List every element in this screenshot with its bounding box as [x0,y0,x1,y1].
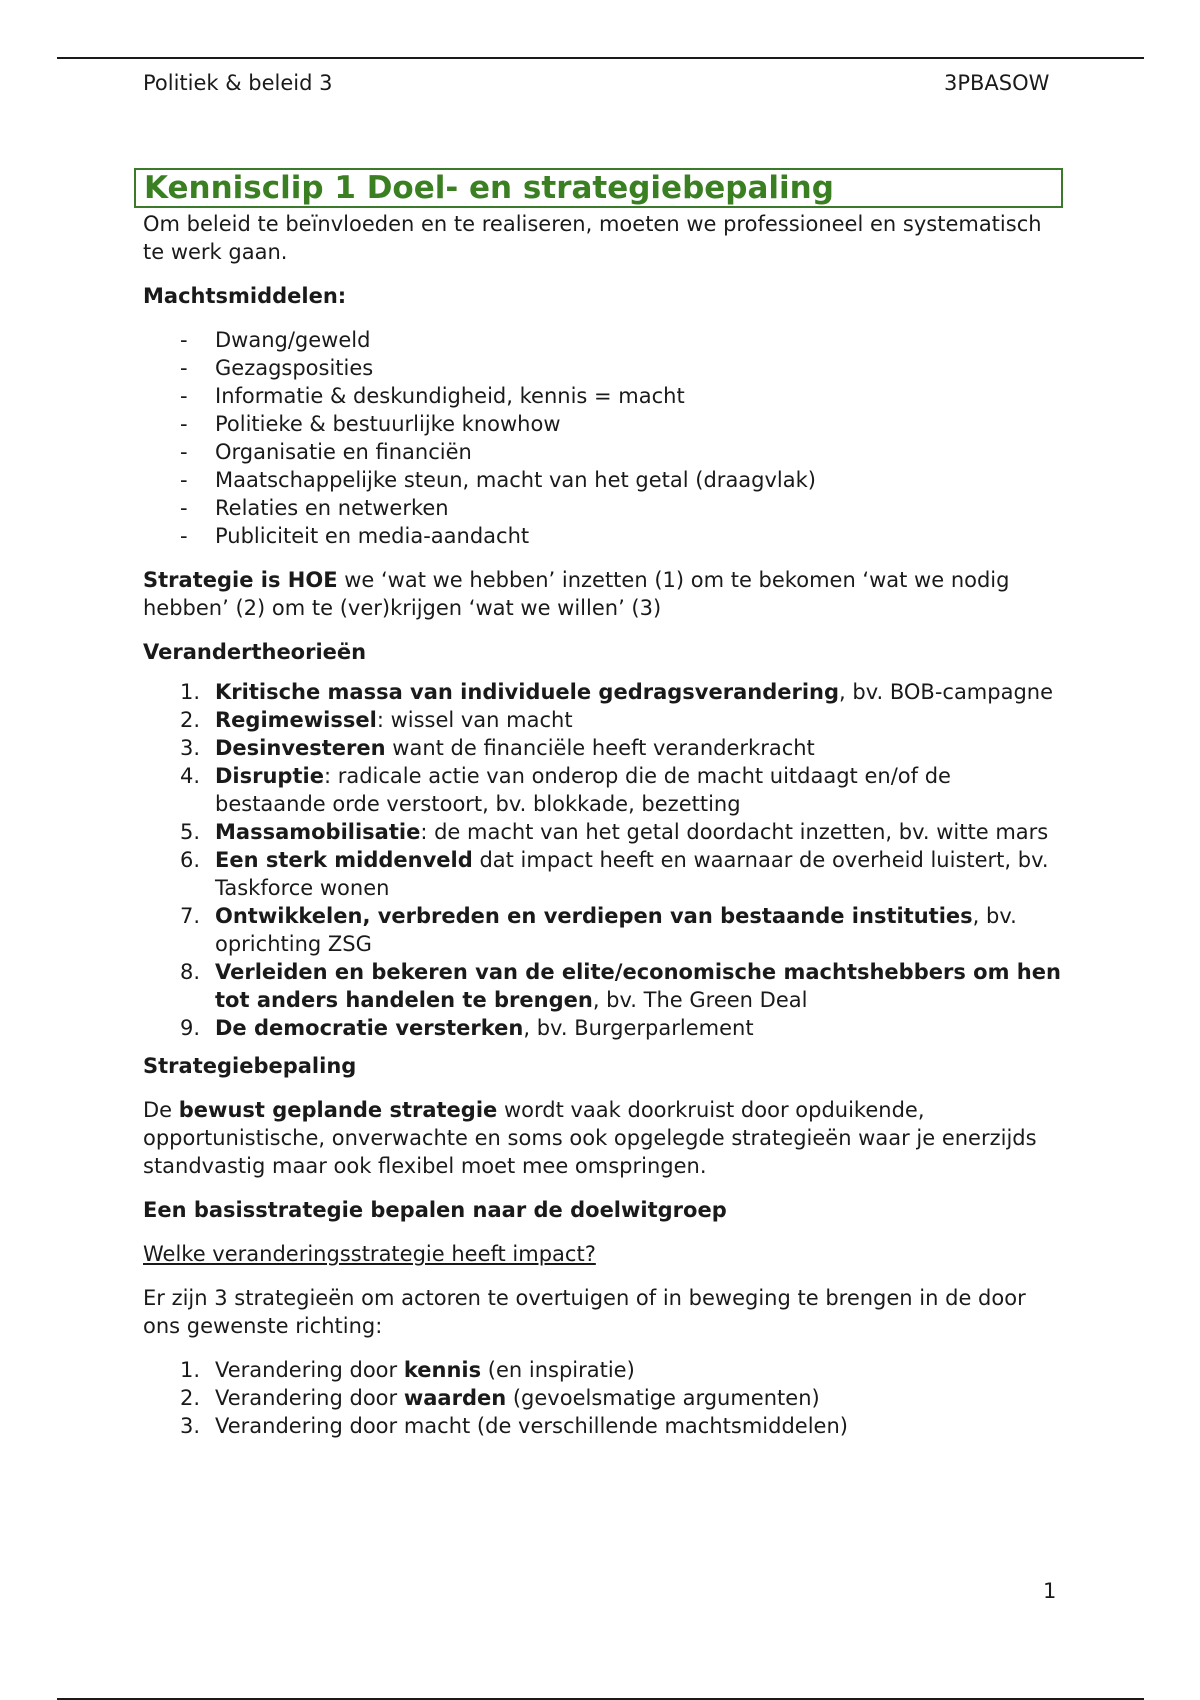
list-item: - Dwang/geweld [180,328,371,352]
dash-marker: - [180,440,188,464]
list-item: - Organisatie en financiën [180,440,472,464]
dash-marker: - [180,468,188,492]
dash-marker: - [180,412,188,436]
list-item: 3. Verandering door macht (de verschillende machtsmiddelen) [180,1414,848,1438]
dash-marker: - [180,384,188,408]
heading-verandertheorieen: Verandertheorieën [143,640,367,664]
list-item: - Informatie & deskundigheid, kennis = macht [180,384,685,408]
heading-strategiebepaling: Strategiebepaling [143,1054,357,1078]
list-item: - Gezagsposities [180,356,374,380]
list-item: 4. Disruptie: radicale actie van onderop die de macht uitdaagt en/of de bestaande orde verstoort, bv. blokkade, bezetting [180,764,951,816]
list-item: 1. Verandering door kennis (en inspiratie) [180,1358,635,1382]
header-course-code: 3PBASOW [944,71,1050,95]
verandertheorieen-list [143,678,1063,1042]
list-item: 2. Verandering door waarden (gevoelsmatige argumenten) [180,1386,820,1410]
dash-marker: - [180,496,188,520]
strategiebepaling-paragraph: De bewust geplande strategie wordt vaak doorkruist door opduikende, opportunistische, onverwachte en soms ook opgelegde strategieën waar je enerzijds standvastig maar ook flexibel moet mee omspringen. [143,1098,1037,1178]
page-number: 1 [1043,1579,1057,1603]
dash-marker: - [180,524,188,548]
machtsmiddelen-list [143,326,1063,550]
list-item: - Politieke & bestuurlijke knowhow [180,412,561,436]
document-body [143,168,1063,1440]
list-item: 2. Regimewissel: wissel van macht [180,708,573,732]
list-item: 1. Kritische massa van individuele gedragsverandering, bv. BOB-campagne [180,680,1054,704]
strategieen-list [143,1356,1063,1440]
header-rule [57,57,1144,59]
list-item: - Relaties en netwerken [180,496,449,520]
list-item: 8. Verleiden en bekeren van de elite/economische machtshebbers om hen tot anders handelen te brengen, bv. The Green Deal [180,960,1061,1012]
basisstrategie-intro: Er zijn 3 strategieën om actoren te overtuigen of in beweging te brengen in de door ons gewenste richting: [143,1286,1026,1338]
strategie-definition: Strategie is HOE we ‘wat we hebben’ inzetten (1) om te bekomen ‘wat we nodig hebben’ (2) om te (ver)krijgen ‘wat we willen’ (3) [143,568,1010,620]
page-title: Kennisclip 1 Doel- en strategiebepaling [144,170,834,206]
subheading-veranderingsstrategie: Welke veranderingsstrategie heeft impact? [143,1242,596,1266]
list-item: - Publiciteit en media-aandacht [180,524,530,548]
list-item: 3. Desinvesteren want de financiële heeft veranderkracht [180,736,815,760]
list-item: 6. Een sterk middenveld dat impact heeft en waarnaar de overheid luistert, bv. Taskforce wonen [180,848,1049,900]
title-box [134,168,1063,208]
intro-paragraph: Om beleid te beïnvloeden en te realiseren, moeten we professioneel en systematisch te werk gaan. [143,212,1042,264]
heading-machtsmiddelen: Machtsmiddelen: [143,284,347,308]
list-item: 9. De democratie versterken, bv. Burgerparlement [180,1016,754,1040]
list-item: - Maatschappelijke steun, macht van het getal (draagvlak) [180,468,816,492]
list-item: 5. Massamobilisatie: de macht van het getal doordacht inzetten, bv. witte mars [180,820,1049,844]
dash-marker: - [180,356,188,380]
heading-basisstrategie: Een basisstrategie bepalen naar de doelwitgroep [143,1198,727,1222]
dash-marker: - [180,328,188,352]
list-item: 7. Ontwikkelen, verbreden en verdiepen van bestaande instituties, bv. oprichting ZSG [180,904,1017,956]
header-course-title: Politiek & beleid 3 [143,71,333,95]
